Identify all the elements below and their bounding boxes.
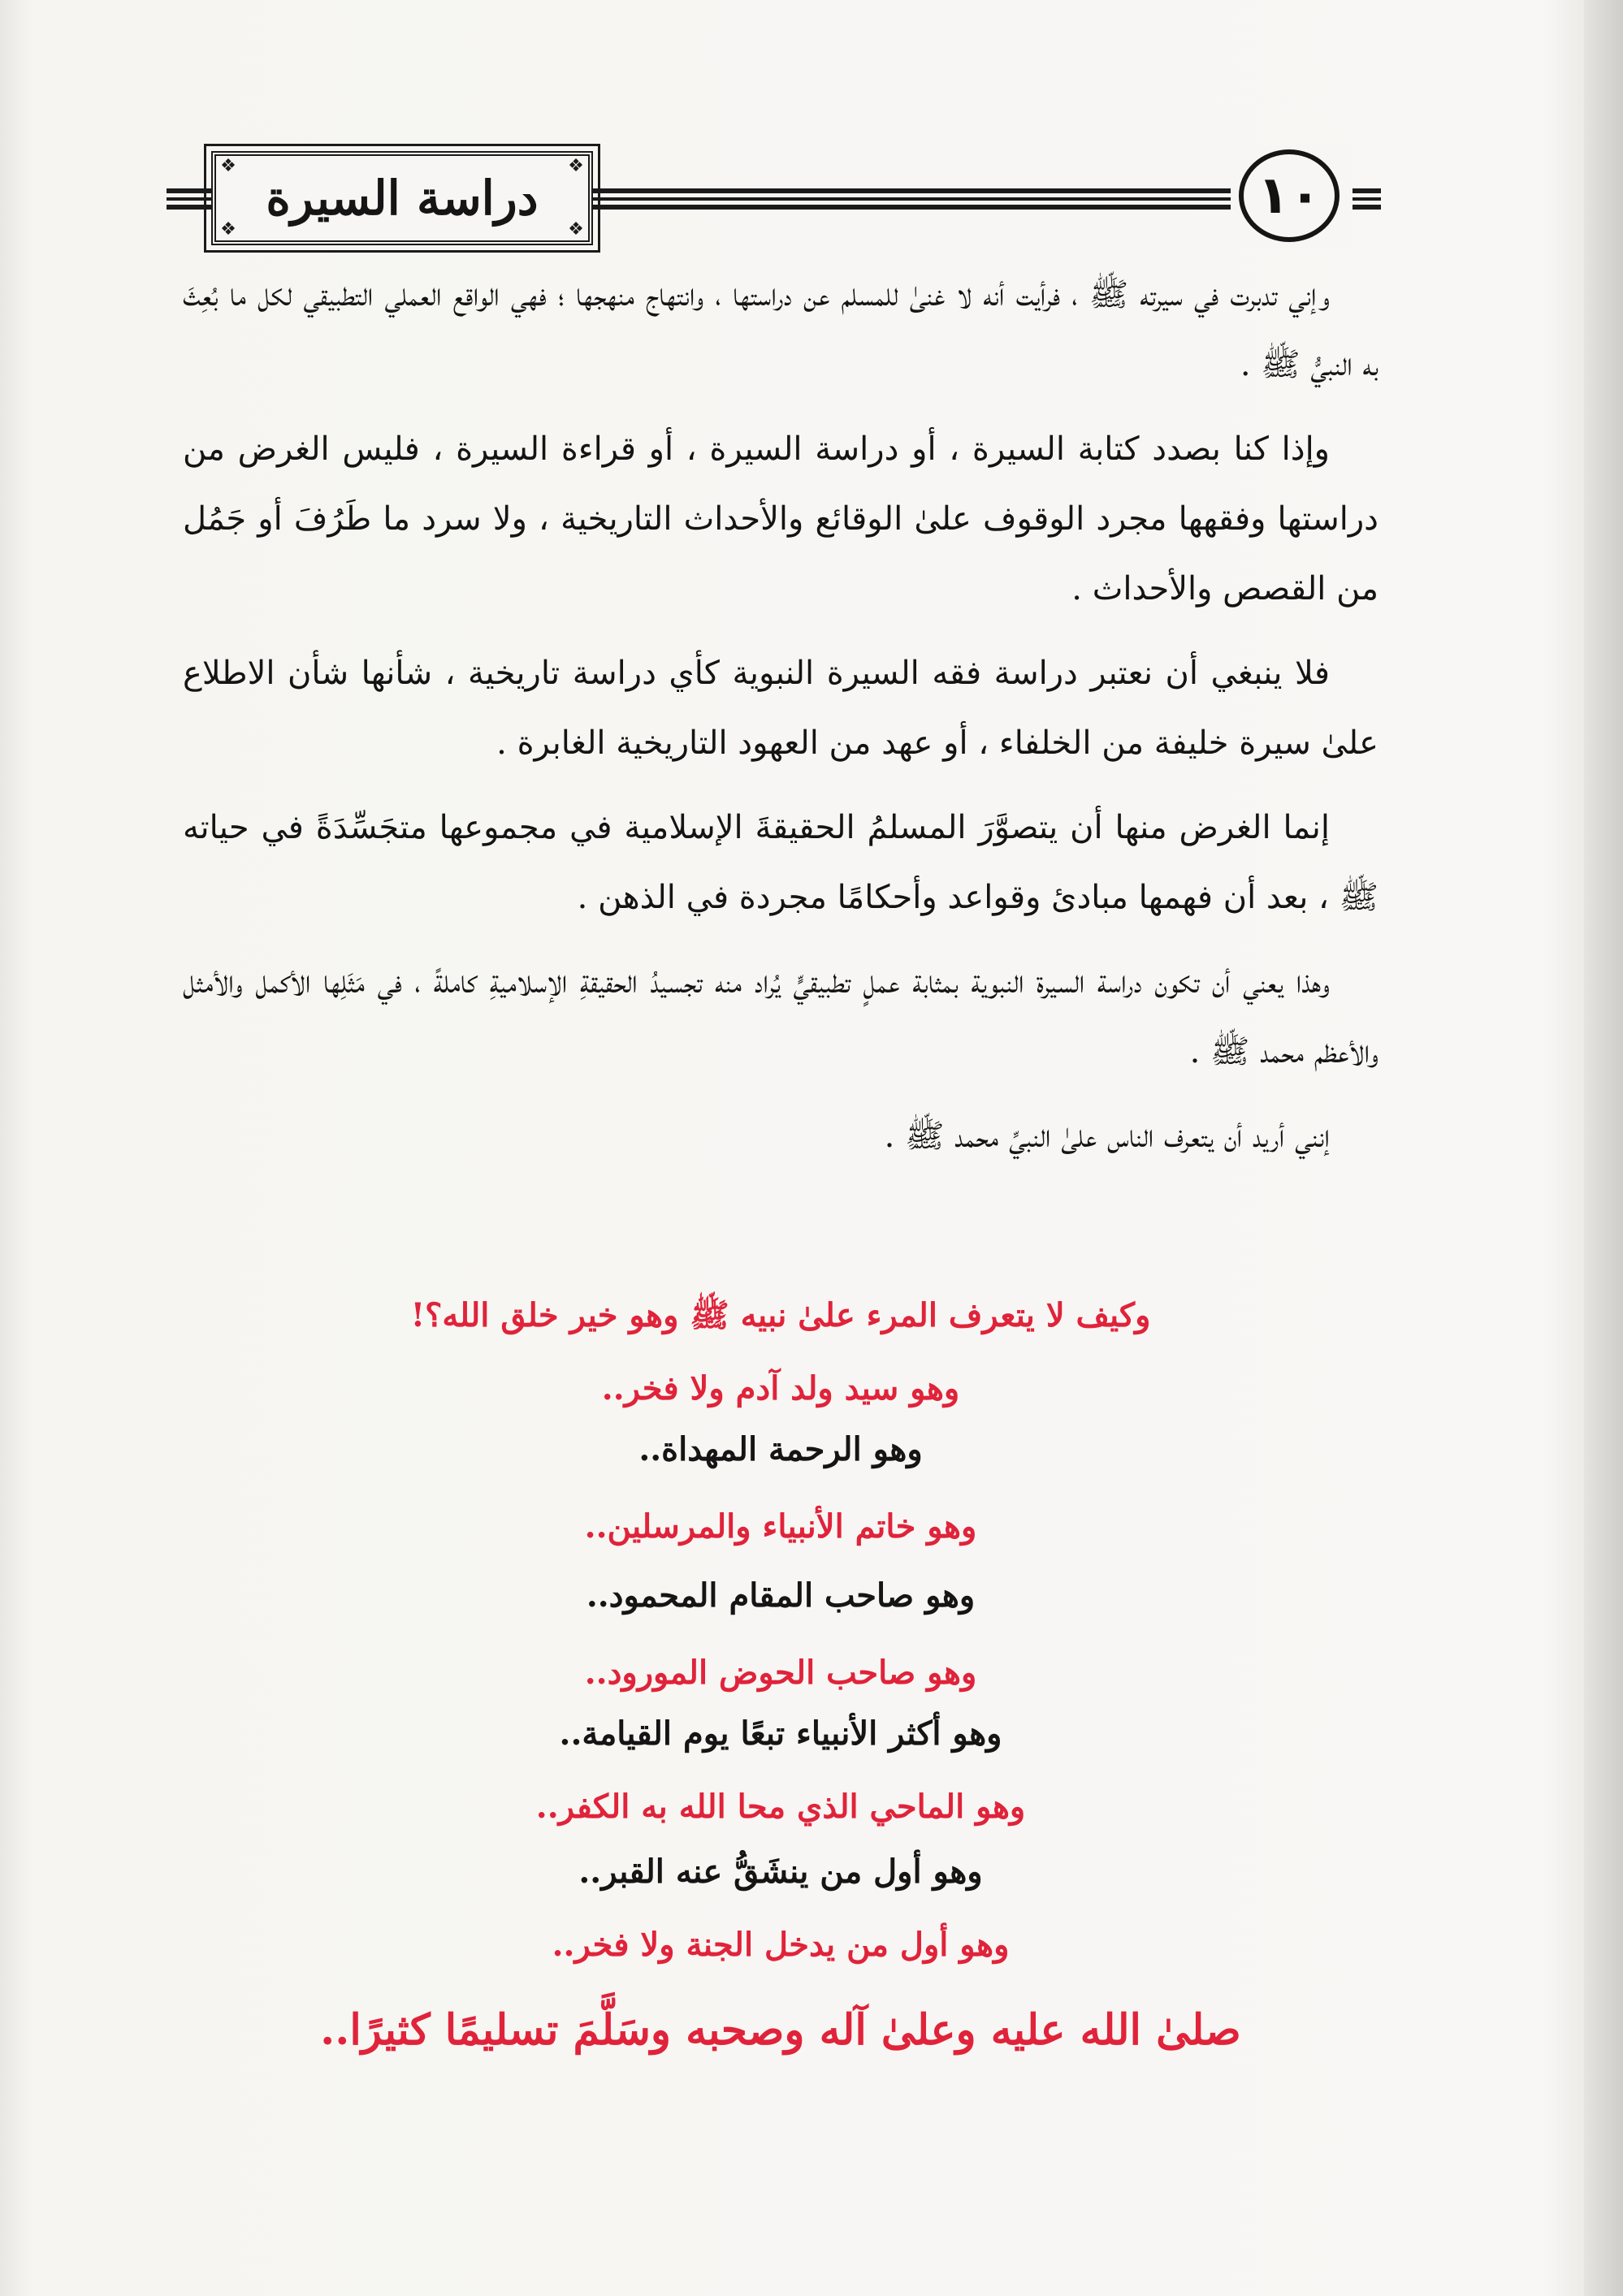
closing-blessing: صلىٰ الله عليه وعلىٰ آله وصحبه وسَلَّمَ تسليمًا كثيرًا.. (320, 2005, 1241, 2055)
praise-line: وهو صاحب المقام المحمود.. (586, 1576, 976, 1615)
praise-line: وهو أول من ينشَقُّ عنه القبر.. (578, 1853, 983, 1891)
praise-lines (183, 0, 1378, 2296)
paragraph: إنما الغرض منها أن يتصوَّرَ المسلمُ الحقيقةَ الإسلامية في مجموعها متجَسِّدَةً في حياته ﷺ ، بعد أن فهمها مبادئ وقواعد وأحكامًا مجردة في الذهن . (183, 809, 1378, 916)
praise-line: وهو الماحي الذي محا الله به الكفر.. (535, 1788, 1026, 1826)
ornament-icon: ❖ (568, 156, 584, 176)
praise-line: وهو خاتم الأنبياء والمرسلين.. (584, 1507, 977, 1546)
paragraph: وإني تدبرت في سيرته ﷺ ، فرأيت أنه لا غنىٰ للمسلم عن دراستها ، وانتهاج منهجها ؛ فهي الواقع العملي التطبيقي لكل ما بُعِثَ به النبيُّ ﷺ . (183, 276, 1378, 383)
paragraph: فلا ينبغي أن نعتبر دراسة فقه السيرة النبوية كأي دراسة تاريخية ، شأنها شأن الاطلاع علىٰ سيرة خليفة من الخلفاء ، أو عهد من العهود التاريخية الغابرة . (183, 655, 1378, 762)
praise-line: وهو الرحمة المهداة.. (638, 1430, 923, 1468)
praise-line: وهو أكثر الأنبياء تبعًا يوم القيامة.. (559, 1714, 1002, 1753)
ornament-icon: ❖ (220, 219, 236, 240)
paragraph: إنني أريد أن يتعرف الناس علىٰ النبيِّ محمد ﷺ . (884, 1118, 1330, 1155)
praise-line: وهو أول من يدخل الجنة ولا فخر.. (552, 1926, 1010, 1964)
praise-line: وهو صاحب الحوض المورود.. (584, 1654, 977, 1692)
ornament-icon: ❖ (220, 156, 236, 176)
praise-line: وهو سيد ولد آدم ولا فخر.. (601, 1369, 960, 1407)
praise-line: وكيف لا يتعرف المرء علىٰ نبيه ﷺ وهو خير خلق الله؟! (410, 1296, 1151, 1334)
paragraph: وهذا يعني أن تكون دراسة السيرة النبوية بمثابة عملٍ تطبيقيٍّ يُراد منه تجسيدُ الحقيقةِ الإسلاميةِ كاملةً ، في مَثَلِها الأكمل والأمثل والأعظم محمد ﷺ . (183, 963, 1378, 1070)
paragraph: وإذا كنا بصدد كتابة السيرة ، أو دراسة السيرة ، أو قراءة السيرة ، فليس الغرض من دراستها وفقهها مجرد الوقوف علىٰ الوقائع والأحداث التاريخية ، ولا سرد ما طَرُفَ أو جَمُل من القصص والأحداث . (183, 430, 1378, 608)
page-number: ١٠ (1257, 166, 1322, 226)
ornament-icon: ❖ (568, 219, 584, 240)
page-edge (1584, 0, 1623, 2296)
book-title: دراسة السيرة (266, 171, 539, 226)
